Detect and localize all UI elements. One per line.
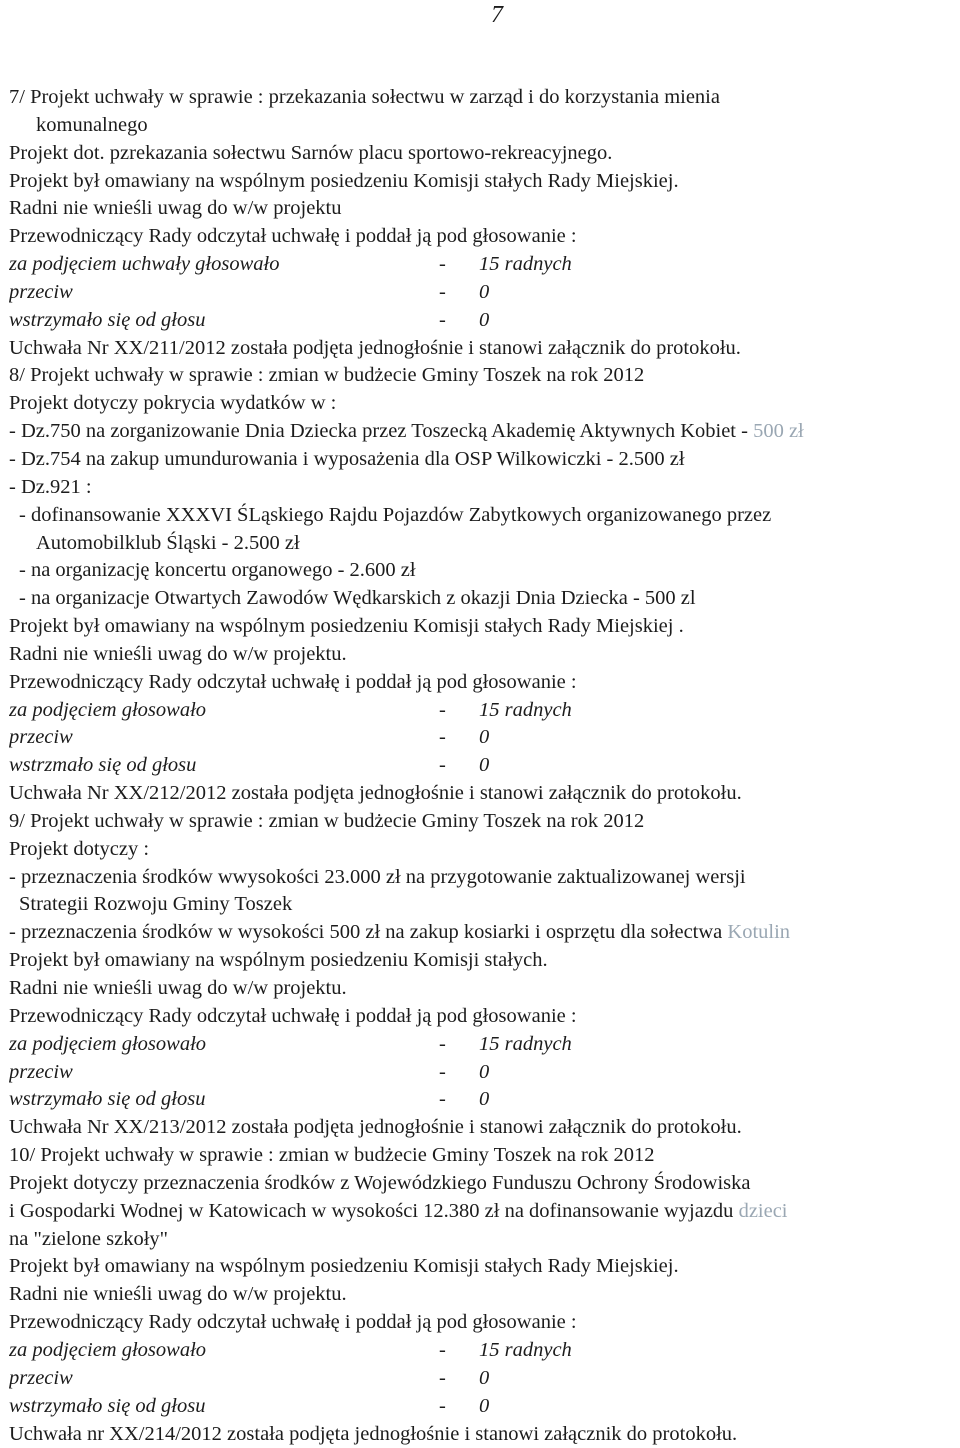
vote-for-label: za podjęciem uchwały głosowało xyxy=(9,251,439,279)
section9-no-comments: Radni nie wnieśli uwag do w/w projektu. xyxy=(9,975,954,1003)
document-body xyxy=(9,84,954,1448)
vote-abstain-value: 0 xyxy=(479,307,489,335)
section9-discussed: Projekt był omawiany na wspólnym posiedzeniu Komisji stałych. xyxy=(9,947,954,975)
section7-resolution: Uchwała Nr XX/211/2012 została podjęta jednogłośnie i stanowi załącznik do protokołu. xyxy=(9,335,954,363)
section9-heading: 9/ Projekt uchwały w sprawie : zmian w budżecie Gminy Toszek na rok 2012 xyxy=(9,808,954,836)
vote-for-label: za podjęciem głosowało xyxy=(9,697,439,725)
vote-abstain-label: wstrzymało się od głosu xyxy=(9,1393,439,1421)
vote-dash: - xyxy=(439,724,479,752)
vote-abstain-label: wstrzmało się od głosu xyxy=(9,752,439,780)
vote-for-label: za podjęciem głosowało xyxy=(9,1337,439,1365)
vote-for-value: 15 radnych xyxy=(479,697,572,725)
section10-heading: 10/ Projekt uchwały w sprawie : zmian w budżecie Gminy Toszek na rok 2012 xyxy=(9,1142,954,1170)
section10-vote-abstain xyxy=(9,1393,954,1421)
section9-vote-against xyxy=(9,1059,954,1087)
item-mower-tail: Kotulin xyxy=(727,921,790,943)
section8-no-comments: Radni nie wnieśli uwag do w/w projektu. xyxy=(9,641,954,669)
section9-item-mower xyxy=(9,919,954,947)
section10-desc-2 xyxy=(9,1198,954,1226)
section8-vote-abstain xyxy=(9,752,954,780)
vote-against-value: 0 xyxy=(479,1059,489,1087)
desc-2-text: i Gospodarki Wodnej w Katowicach w wysokości 12.380 zł na dofinansowanie wyjazdu xyxy=(9,1200,739,1222)
section10-discussed: Projekt był omawiany na wspólnym posiedzeniu Komisji stałych Rady Miejskiej. xyxy=(9,1253,954,1281)
section10-desc-3: na "zielone szkoły" xyxy=(9,1226,954,1254)
section9-item-strategy: - przeznaczenia środków wwysokości 23.000 zł na przygotowanie zaktualizowanej wersji xyxy=(9,864,954,892)
vote-abstain-value: 0 xyxy=(479,752,489,780)
section9-concerns: Projekt dotyczy : xyxy=(9,836,954,864)
section8-subitem-fishing: - na organizacje Otwartych Zawodów Wędkarskich z okazji Dnia Dziecka - 500 zl xyxy=(9,585,954,613)
section10-desc-1: Projekt dotyczy przeznaczenia środków z Wojewódzkiego Funduszu Ochrony Środowiska xyxy=(9,1170,954,1198)
vote-dash: - xyxy=(439,1031,479,1059)
section10-vote-for xyxy=(9,1337,954,1365)
section9-resolution: Uchwała Nr XX/213/2012 została podjęta jednogłośnie i stanowi załącznik do protokołu. xyxy=(9,1114,954,1142)
vote-dash: - xyxy=(439,307,479,335)
page-number: 7 xyxy=(491,2,503,29)
section9-vote-abstain xyxy=(9,1086,954,1114)
vote-for-value: 15 radnych xyxy=(479,1031,572,1059)
section8-heading: 8/ Projekt uchwały w sprawie : zmian w budżecie Gminy Toszek na rok 2012 xyxy=(9,362,954,390)
vote-against-label: przeciw xyxy=(9,1059,439,1087)
section7-vote-for xyxy=(9,251,954,279)
section7-chair-read: Przewodniczący Rady odczytał uchwałę i poddał ją pod głosowanie : xyxy=(9,223,954,251)
section8-discussed: Projekt był omawiany na wspólnym posiedzeniu Komisji stałych Rady Miejskiej . xyxy=(9,613,954,641)
desc-2-tail: dzieci xyxy=(739,1200,788,1222)
vote-dash: - xyxy=(439,752,479,780)
section8-subitem-rally-cont: Automobilklub Śląski - 2.500 zł xyxy=(9,530,954,558)
section8-chair-read: Przewodniczący Rady odczytał uchwałę i poddał ją pod głosowanie : xyxy=(9,669,954,697)
section8-resolution: Uchwała Nr XX/212/2012 została podjęta jednogłośnie i stanowi załącznik do protokołu. xyxy=(9,780,954,808)
section7-no-comments: Radni nie wnieśli uwag do w/w projektu xyxy=(9,195,954,223)
vote-for-value: 15 radnych xyxy=(479,1337,572,1365)
section8-subitem-rally: - dofinansowanie XXXVI ŚLąskiego Rajdu Pojazdów Zabytkowych organizowanego przez xyxy=(9,502,954,530)
section8-concerns: Projekt dotyczy pokrycia wydatków w : xyxy=(9,390,954,418)
section7-heading-cont: komunalnego xyxy=(9,112,954,140)
section8-item-921: - Dz.921 : xyxy=(9,474,954,502)
vote-dash: - xyxy=(439,697,479,725)
vote-against-value: 0 xyxy=(479,724,489,752)
vote-dash: - xyxy=(439,1086,479,1114)
vote-against-value: 0 xyxy=(479,279,489,307)
vote-abstain-label: wstrzymało się od głosu xyxy=(9,1086,439,1114)
section7-vote-against xyxy=(9,279,954,307)
vote-dash: - xyxy=(439,1337,479,1365)
vote-against-label: przeciw xyxy=(9,279,439,307)
section8-item-754: - Dz.754 na zakup umundurowania i wyposażenia dla OSP Wilkowiczki - 2.500 zł xyxy=(9,446,954,474)
vote-abstain-value: 0 xyxy=(479,1086,489,1114)
section9-chair-read: Przewodniczący Rady odczytał uchwałę i poddał ją pod głosowanie : xyxy=(9,1003,954,1031)
section10-vote-against xyxy=(9,1365,954,1393)
vote-abstain-label: wstrzymało się od głosu xyxy=(9,307,439,335)
section10-no-comments: Radni nie wnieśli uwag do w/w projektu. xyxy=(9,1281,954,1309)
section10-chair-read: Przewodniczący Rady odczytał uchwałę i poddał ją pod głosowanie : xyxy=(9,1309,954,1337)
section7-discussed: Projekt był omawiany na wspólnym posiedzeniu Komisji stałych Rady Miejskiej. xyxy=(9,168,954,196)
section8-vote-against xyxy=(9,724,954,752)
section9-item-strategy-cont: Strategii Rozwoju Gminy Toszek xyxy=(9,891,954,919)
section7-heading: 7/ Projekt uchwały w sprawie : przekazania sołectwu w zarząd i do korzystania mienia xyxy=(9,84,954,112)
vote-for-label: za podjęciem głosowało xyxy=(9,1031,439,1059)
section7-description: Projekt dot. pzrekazania sołectwu Sarnów placu sportowo-rekreacyjnego. xyxy=(9,140,954,168)
section7-vote-abstain xyxy=(9,307,954,335)
section9-vote-for xyxy=(9,1031,954,1059)
vote-against-label: przeciw xyxy=(9,724,439,752)
vote-dash: - xyxy=(439,1059,479,1087)
section8-vote-for xyxy=(9,697,954,725)
vote-dash: - xyxy=(439,279,479,307)
item-750-amount: 500 zł xyxy=(753,420,804,442)
section8-subitem-concert: - na organizację koncertu organowego - 2.600 zł xyxy=(9,557,954,585)
item-750-text: - Dz.750 na zorganizowanie Dnia Dziecka przez Toszecką Akademię Aktywnych Kobiet - xyxy=(9,420,753,442)
item-mower-text: - przeznaczenia środków w wysokości 500 zł na zakup kosiarki i osprzętu dla sołectwa xyxy=(9,921,727,943)
section10-resolution: Uchwała nr XX/214/2012 została podjęta jednogłośnie i stanowi załącznik do protokołu. xyxy=(9,1421,954,1448)
vote-against-value: 0 xyxy=(479,1365,489,1393)
vote-dash: - xyxy=(439,251,479,279)
vote-dash: - xyxy=(439,1393,479,1421)
section8-item-750 xyxy=(9,418,954,446)
vote-for-value: 15 radnych xyxy=(479,251,572,279)
vote-dash: - xyxy=(439,1365,479,1393)
vote-against-label: przeciw xyxy=(9,1365,439,1393)
vote-abstain-value: 0 xyxy=(479,1393,489,1421)
